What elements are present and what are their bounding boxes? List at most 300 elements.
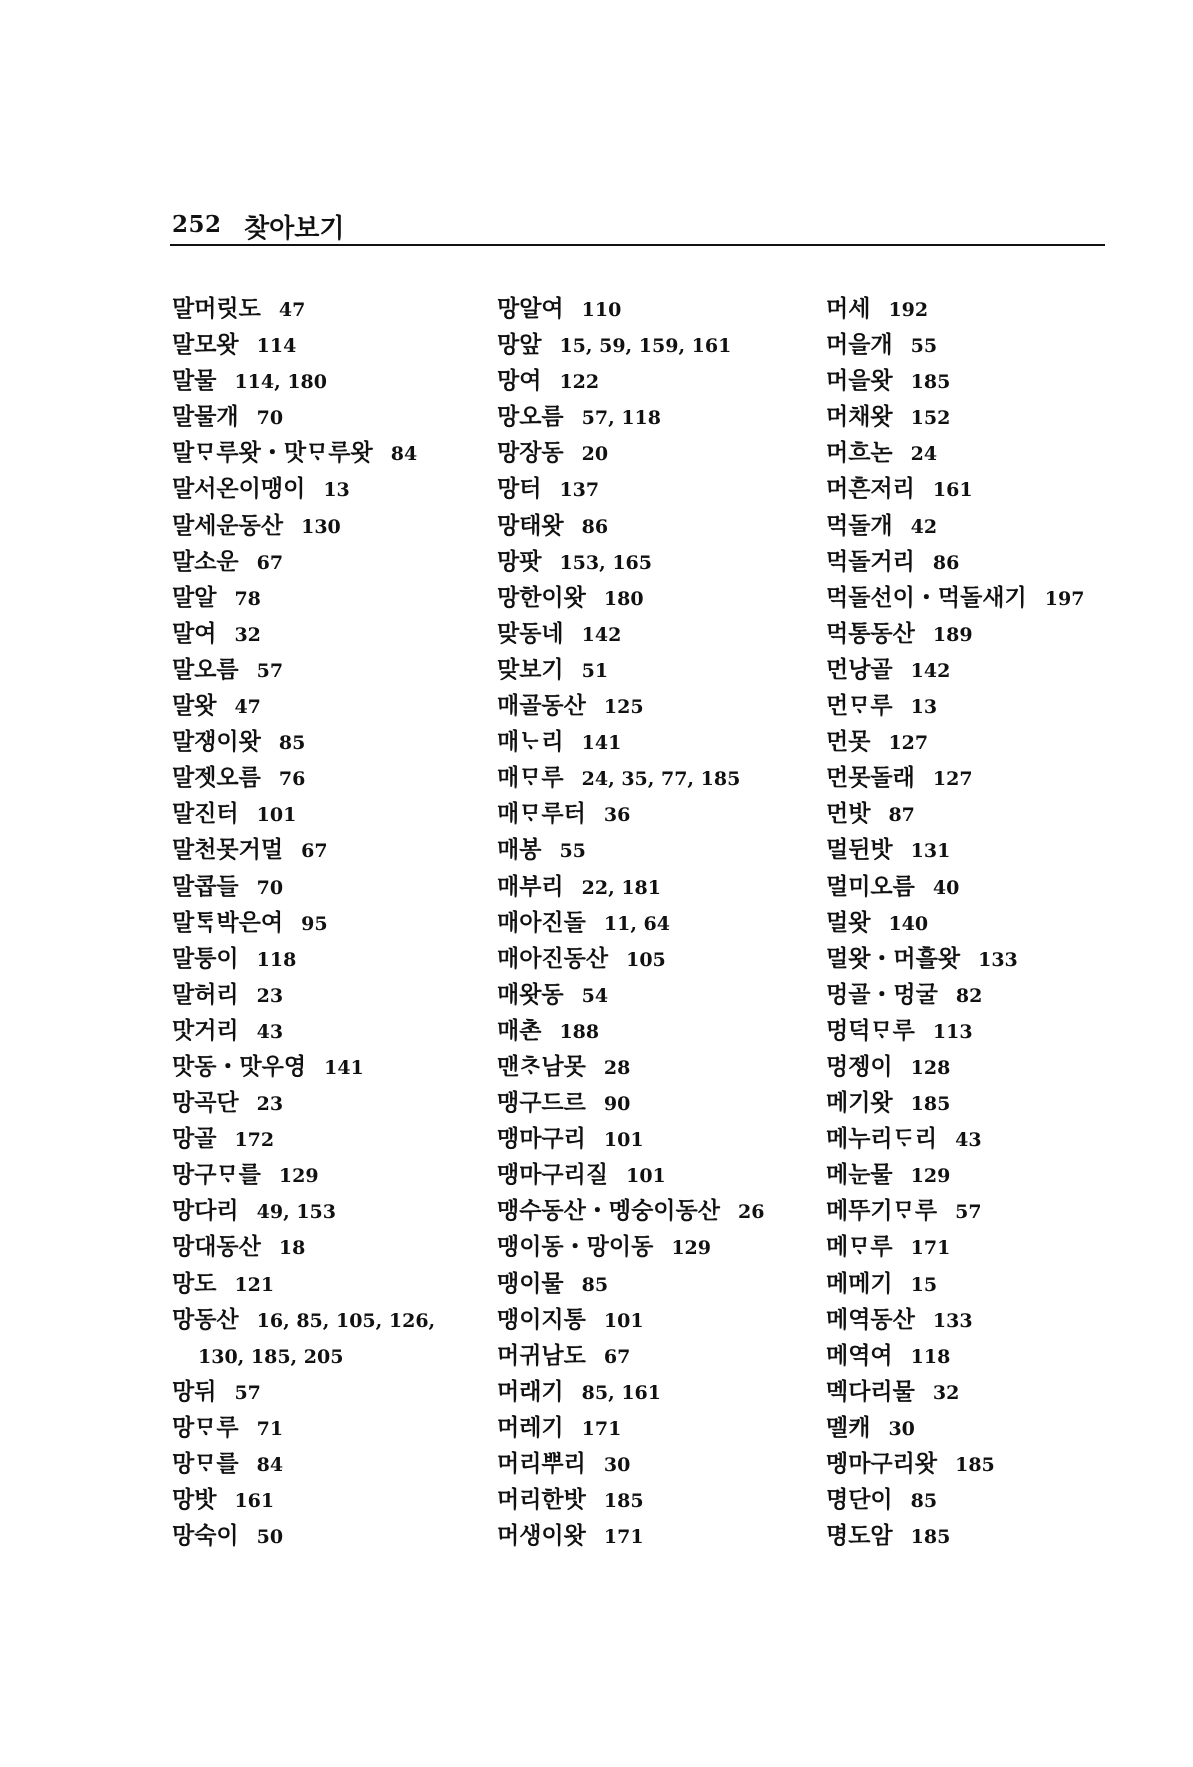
- index-page-numbers: 22, 181: [581, 876, 661, 899]
- index-page-numbers: 86: [581, 515, 609, 538]
- index-page-numbers: 30: [603, 1454, 631, 1476]
- index-page-numbers: 161: [234, 1490, 275, 1513]
- index-entry: [172, 362, 435, 398]
- index-term: 머래기: [497, 1378, 564, 1405]
- index-page-numbers: 171: [603, 1526, 644, 1549]
- index-page-numbers: 122: [559, 371, 600, 394]
- index-term: 맹이동・망이동: [497, 1234, 654, 1261]
- page-number: 252: [172, 211, 222, 238]
- index-entry: [497, 290, 764, 326]
- index-term: 맛거리: [172, 1017, 239, 1044]
- index-entry: [497, 1265, 764, 1301]
- index-term: 망동산: [172, 1306, 239, 1333]
- index-entry: [826, 579, 1084, 615]
- index-page-numbers: 185: [910, 371, 951, 394]
- index-entry: [172, 759, 435, 795]
- index-entry: [826, 1409, 1084, 1445]
- index-entry: [497, 759, 764, 795]
- index-page-numbers: 54: [581, 984, 609, 1007]
- index-entry: [497, 1084, 764, 1120]
- index-entry: [497, 1337, 764, 1373]
- index-page-numbers: 118: [910, 1345, 951, 1368]
- index-term: 말머릿도: [172, 296, 261, 322]
- index-entry: [172, 1301, 435, 1337]
- index-term: 메기왓: [826, 1090, 893, 1117]
- index-page-numbers: 86: [932, 551, 960, 574]
- index-term: 망골: [172, 1126, 217, 1153]
- index-term: 머세: [826, 296, 871, 322]
- index-term: 망오름: [497, 404, 564, 431]
- index-term: 망팟: [497, 548, 542, 575]
- index-term: 먼낭골: [826, 656, 893, 683]
- index-entry: [172, 326, 435, 362]
- index-term: 먼못: [826, 729, 871, 756]
- index-term: 맹이지통: [497, 1306, 586, 1333]
- index-term: 망다리: [172, 1198, 239, 1225]
- index-term: 명도암: [826, 1523, 893, 1550]
- index-term: 메역여: [826, 1342, 893, 1369]
- index-page-numbers: 95: [301, 912, 328, 935]
- index-entry: [172, 1373, 435, 1409]
- index-entry: [172, 976, 435, 1012]
- index-entry: [826, 1192, 1084, 1228]
- index-page-numbers: 87: [888, 804, 915, 827]
- index-term: 말물: [172, 368, 217, 395]
- index-page-numbers: 43: [955, 1129, 982, 1152]
- index-entry: [172, 1445, 435, 1481]
- index-page-numbers: 13: [323, 479, 350, 502]
- index-page-numbers: 47: [234, 696, 261, 719]
- index-page-numbers: 50: [256, 1526, 284, 1549]
- index-entry: [497, 1012, 764, 1048]
- index-entry: [826, 1517, 1084, 1553]
- index-page-numbers: 82: [955, 984, 983, 1007]
- index-page-numbers: 171: [581, 1417, 622, 1440]
- index-page-numbers: 43: [256, 1020, 284, 1043]
- index-term: 말오름: [172, 656, 239, 683]
- index-page-numbers: 101: [626, 1165, 666, 1188]
- index-page-numbers: 118: [256, 948, 297, 971]
- index-column-1: [172, 290, 435, 1553]
- index-page-numbers: 85, 161: [581, 1381, 661, 1404]
- index-page-numbers: 28: [603, 1056, 631, 1079]
- index-page-numbers: 23: [256, 1093, 284, 1116]
- index-term: 머귀남도: [497, 1342, 586, 1369]
- index-entry: [497, 1517, 764, 1553]
- index-term: 말세운동산: [172, 512, 284, 539]
- index-page-numbers: 70: [256, 876, 284, 899]
- index-term: 망곡단: [172, 1090, 239, 1117]
- index-term: 멍젱이: [826, 1053, 893, 1080]
- index-entry: [172, 1192, 435, 1228]
- index-entry: [172, 868, 435, 904]
- index-page-numbers: 140: [888, 912, 929, 935]
- index-entry: [826, 1481, 1084, 1517]
- index-term: 멀왓・머흘왓: [826, 945, 961, 972]
- running-header: [170, 208, 1105, 246]
- index-entry: [172, 687, 435, 723]
- index-page-numbers: 57, 118: [581, 407, 661, 430]
- index-page-numbers: 15, 59, 159, 161: [559, 335, 732, 358]
- index-page-numbers: 47: [278, 299, 306, 321]
- index-entry: [497, 1409, 764, 1445]
- index-entry: [497, 543, 764, 579]
- index-term: 머을왓: [826, 368, 893, 395]
- index-page-numbers: 24: [910, 443, 938, 466]
- index-term: 맹수동산・멩숭이동산: [497, 1198, 720, 1225]
- index-entry: [826, 687, 1084, 723]
- index-term: 망여: [497, 368, 542, 395]
- index-term: 말모왓: [172, 332, 239, 359]
- index-page-numbers: 16, 85, 105, 126,: [256, 1309, 436, 1332]
- index-term: 멜캐: [826, 1414, 871, 1441]
- index-entry: [497, 1192, 764, 1228]
- index-page-numbers: 85: [910, 1490, 938, 1513]
- index-page-numbers: 67: [301, 840, 328, 863]
- index-entry: [172, 1084, 435, 1120]
- index-page-numbers: 101: [603, 1309, 644, 1332]
- index-page-numbers: 189: [932, 623, 973, 646]
- index-entry: [172, 1120, 435, 1156]
- index-page-numbers: 49, 153: [256, 1201, 336, 1224]
- index-page-numbers: 76: [278, 768, 306, 791]
- index-term: 먹돌선이・먹돌새기: [826, 584, 1027, 611]
- index-entry: [826, 759, 1084, 795]
- index-entry: [172, 290, 435, 326]
- index-page-numbers: 78: [234, 587, 261, 610]
- index-entry: [497, 651, 764, 687]
- index-term: 말퉁이: [172, 945, 239, 972]
- index-entry: [826, 362, 1084, 398]
- index-page-numbers: 20: [581, 443, 609, 466]
- index-page-numbers: 90: [603, 1093, 631, 1116]
- index-entry: [826, 1301, 1084, 1337]
- index-term: 메메기: [826, 1270, 893, 1297]
- index-entry: [497, 1228, 764, 1264]
- index-page-numbers: 185: [603, 1490, 644, 1513]
- index-entry: [497, 1048, 764, 1084]
- index-term: 매골동산: [497, 693, 586, 720]
- index-entry: [172, 1409, 435, 1445]
- index-term: 먼밧: [826, 801, 871, 828]
- index-page-numbers: 42: [910, 515, 938, 538]
- index-entry: [497, 1120, 764, 1156]
- index-page-numbers: 85: [581, 1273, 609, 1296]
- index-page-numbers: 129: [910, 1165, 951, 1188]
- index-term: 멀왓: [826, 909, 871, 936]
- index-term: 말허리: [172, 981, 239, 1008]
- index-term: 말쟁이왓: [172, 729, 261, 756]
- index-entry: [172, 940, 435, 976]
- index-entry: [172, 795, 435, 831]
- index-term: 말소운: [172, 548, 239, 575]
- index-page-numbers: 185: [910, 1093, 951, 1116]
- index-column-3: [826, 290, 1084, 1553]
- index-entry: [826, 976, 1084, 1012]
- index-page-numbers: 11, 64: [603, 912, 670, 935]
- index-page-numbers: 152: [910, 407, 951, 430]
- index-page-numbers: 113: [932, 1020, 973, 1043]
- index-term: 망구ᄆᆞ를: [172, 1162, 261, 1189]
- index-term: 먹돌거리: [826, 548, 915, 575]
- index-entry: [497, 687, 764, 723]
- index-term: 말물개: [172, 404, 239, 431]
- index-entry: [172, 398, 435, 434]
- index-page-numbers: 142: [910, 659, 951, 682]
- index-page-numbers: 153, 165: [559, 551, 652, 574]
- index-page-numbers: 127: [932, 768, 973, 791]
- index-entry: [497, 615, 764, 651]
- index-page-numbers: 84: [390, 443, 418, 466]
- index-term: 망터: [497, 476, 542, 503]
- index-page-numbers: 172: [234, 1129, 275, 1152]
- index-entry: [497, 831, 764, 867]
- index-term: 멍골・멍굴: [826, 981, 938, 1008]
- index-page-numbers: 18: [278, 1237, 306, 1260]
- index-page-numbers: 40: [932, 876, 960, 899]
- index-entry: [497, 940, 764, 976]
- index-term: 멀뒨밧: [826, 837, 893, 864]
- index-entry: [826, 1337, 1084, 1373]
- index-term: 망한이왓: [497, 584, 586, 611]
- index-page-numbers: 137: [559, 479, 600, 502]
- index-page-numbers: 188: [559, 1020, 600, 1043]
- index-term: 메역동산: [826, 1306, 915, 1333]
- index-entry: [826, 1265, 1084, 1301]
- index-page-numbers: 110: [581, 299, 622, 321]
- index-page-numbers: 128: [910, 1056, 951, 1079]
- index-page-numbers: 131: [910, 840, 951, 863]
- index-entry: [826, 1012, 1084, 1048]
- index-term: 머채왓: [826, 404, 893, 431]
- index-term: 먼못돌래: [826, 765, 915, 792]
- index-term: 말서온이맹이: [172, 476, 306, 503]
- index-entry: [497, 579, 764, 615]
- index-entry: [172, 1265, 435, 1301]
- index-term: 망앞: [497, 332, 542, 359]
- index-entry: [172, 831, 435, 867]
- index-term: 매봉: [497, 837, 542, 864]
- index-page-numbers: 161: [932, 479, 973, 502]
- index-page-numbers: 129: [671, 1237, 711, 1260]
- index-entry: [826, 507, 1084, 543]
- index-entry: [497, 1445, 764, 1481]
- index-page-numbers: 67: [603, 1345, 631, 1368]
- index-entry: [497, 904, 764, 940]
- index-page-numbers: 57: [955, 1201, 982, 1224]
- index-page-numbers: 101: [603, 1129, 644, 1152]
- index-page-numbers: 55: [910, 335, 938, 358]
- index-entry: [826, 651, 1084, 687]
- index-entry: [497, 1156, 764, 1192]
- index-page-numbers: 133: [932, 1309, 973, 1332]
- index-entry: [826, 1156, 1084, 1192]
- index-page-numbers: 70: [256, 407, 284, 430]
- index-term: 매부리: [497, 873, 564, 900]
- index-page-numbers: 30: [888, 1417, 915, 1440]
- index-term: 머을개: [826, 332, 893, 359]
- index-term: 맞동네: [497, 620, 564, 647]
- index-page-numbers: 23: [256, 984, 284, 1007]
- index-page-numbers: 192: [888, 299, 929, 321]
- index-entry: [826, 904, 1084, 940]
- index-page-numbers: 141: [324, 1056, 364, 1079]
- index-page-numbers: 15: [910, 1273, 938, 1296]
- index-term: 멀미오름: [826, 873, 915, 900]
- index-page-numbers: 114: [256, 335, 297, 358]
- index-entry: [172, 1337, 435, 1373]
- index-entry: [826, 940, 1084, 976]
- index-term: 망대동산: [172, 1234, 261, 1261]
- index-term: 망뒤: [172, 1378, 217, 1405]
- index-entry: [497, 507, 764, 543]
- index-entry: [826, 1084, 1084, 1120]
- index-page-numbers: 171: [910, 1237, 951, 1260]
- index-term: 말젯오름: [172, 765, 261, 792]
- index-term: 매ᄂᆞ리: [497, 729, 564, 756]
- index-page-numbers: 85: [278, 732, 306, 755]
- index-entry: [497, 723, 764, 759]
- index-term: 말콥들: [172, 873, 239, 900]
- index-page-numbers: 130, 185, 205: [198, 1345, 344, 1368]
- index-entry: [172, 723, 435, 759]
- index-page-numbers: 142: [581, 623, 622, 646]
- index-page-numbers: 127: [888, 732, 929, 755]
- index-page-numbers: 197: [1044, 587, 1085, 610]
- index-page-numbers: 57: [256, 659, 284, 682]
- index-page-numbers: 55: [559, 840, 586, 863]
- index-entry: [172, 470, 435, 506]
- index-term: 매촌: [497, 1017, 542, 1044]
- index-entry: [497, 795, 764, 831]
- index-entry: [172, 434, 435, 470]
- index-page-numbers: 185: [955, 1454, 995, 1476]
- index-term: 멕다리물: [826, 1378, 915, 1405]
- index-page-numbers: 13: [910, 696, 938, 719]
- index-page-numbers: 114, 180: [234, 371, 327, 394]
- index-entry: [172, 1012, 435, 1048]
- index-entry: [497, 326, 764, 362]
- index-page-numbers: 26: [737, 1201, 765, 1224]
- index-term: 머리뿌리: [497, 1451, 586, 1477]
- index-term: 머흔저리: [826, 476, 915, 503]
- index-term: 망ᄆᆞ루: [172, 1414, 239, 1441]
- index-term: 망밧: [172, 1487, 217, 1514]
- index-term: 매왓동: [497, 981, 564, 1008]
- index-page-numbers: 101: [256, 804, 297, 827]
- index-term: 메ᄆᆞ루: [826, 1234, 893, 1261]
- index-entry: [172, 904, 435, 940]
- index-page-numbers: 32: [234, 623, 261, 646]
- index-entry: [826, 326, 1084, 362]
- index-term: 머리한밧: [497, 1487, 586, 1514]
- index-entry: [826, 470, 1084, 506]
- index-entry: [826, 868, 1084, 904]
- index-entry: [826, 1228, 1084, 1264]
- index-entry: [826, 290, 1084, 326]
- index-entry: [826, 1445, 1084, 1481]
- index-entry: [172, 543, 435, 579]
- index-entry: [172, 579, 435, 615]
- index-term: 말ᄆᆞ루왓・맛ᄆᆞ루왓: [172, 440, 373, 467]
- index-entry: [826, 795, 1084, 831]
- index-entry: [172, 1481, 435, 1517]
- index-term: 맨ᄎᆞ남못: [497, 1053, 586, 1080]
- index-entry: [497, 868, 764, 904]
- index-entry: [497, 362, 764, 398]
- index-page-numbers: 36: [603, 804, 631, 827]
- index-entry: [826, 1373, 1084, 1409]
- index-entry: [172, 615, 435, 651]
- index-entry: [172, 1228, 435, 1264]
- index-term: 머레기: [497, 1414, 564, 1441]
- index-term: 말여: [172, 620, 217, 647]
- index-term: 매ᄆᆞ루터: [497, 801, 586, 828]
- index-term: 멍덕ᄆᆞ루: [826, 1017, 915, 1044]
- index-page-numbers: 51: [581, 659, 609, 682]
- index-term: 맹이물: [497, 1270, 564, 1297]
- index-term: 망장동: [497, 440, 564, 467]
- index-page-numbers: 24, 35, 77, 185: [581, 768, 741, 791]
- index-entry: [172, 507, 435, 543]
- index-page-numbers: 32: [932, 1381, 960, 1404]
- index-term: 맹마구리질: [497, 1162, 609, 1189]
- index-page-numbers: 180: [603, 587, 644, 610]
- index-term: 먼ᄆᆞ루: [826, 693, 893, 720]
- index-entry: [826, 615, 1084, 651]
- index-term: 맞보기: [497, 656, 564, 683]
- index-page-numbers: 84: [256, 1454, 284, 1476]
- index-entry: [497, 398, 764, 434]
- index-page-numbers: 57: [234, 1381, 261, 1404]
- index-term: 맛동・맛우영: [172, 1053, 307, 1080]
- index-term: 머생이왓: [497, 1523, 586, 1550]
- index-term: 말진터: [172, 801, 239, 828]
- index-term: 매아진동산: [497, 945, 609, 972]
- index-entry: [172, 1517, 435, 1553]
- index-term: 말알: [172, 584, 217, 611]
- index-page-numbers: 67: [256, 551, 284, 574]
- index-entry: [826, 1048, 1084, 1084]
- index-term: 멩마구리왓: [826, 1451, 938, 1477]
- index-page-numbers: 121: [234, 1273, 275, 1296]
- index-entry: [497, 1481, 764, 1517]
- index-term: 맹구드르: [497, 1090, 586, 1117]
- index-term: 매ᄆᆞ루: [497, 765, 564, 792]
- index-term: 말천못거멀: [172, 837, 284, 864]
- index-term: 메뚜기ᄆᆞ루: [826, 1198, 938, 1225]
- index-page-numbers: 71: [256, 1417, 284, 1440]
- index-page-numbers: 130: [301, 515, 341, 538]
- running-title: 찾아보기: [244, 214, 345, 244]
- index-entry: [497, 976, 764, 1012]
- index-term: 말왓: [172, 693, 217, 720]
- index-entry: [172, 1048, 435, 1084]
- index-term: 메누리ᄃᆞ리: [826, 1126, 938, 1153]
- index-term: 망숙이: [172, 1523, 239, 1550]
- index-term: 메눈물: [826, 1162, 893, 1189]
- index-page-numbers: 133: [978, 948, 1018, 971]
- index-entry: [497, 1373, 764, 1409]
- index-term: 말ᄐᆞᆨ박은여: [172, 909, 284, 936]
- index-page-numbers: 141: [581, 732, 622, 755]
- index-page-numbers: 185: [910, 1526, 951, 1549]
- index-page-numbers: 129: [278, 1165, 319, 1188]
- index-term: 망알여: [497, 296, 564, 322]
- index-term: 먹통동산: [826, 620, 915, 647]
- index-page-numbers: 105: [626, 948, 666, 971]
- index-entry: [172, 651, 435, 687]
